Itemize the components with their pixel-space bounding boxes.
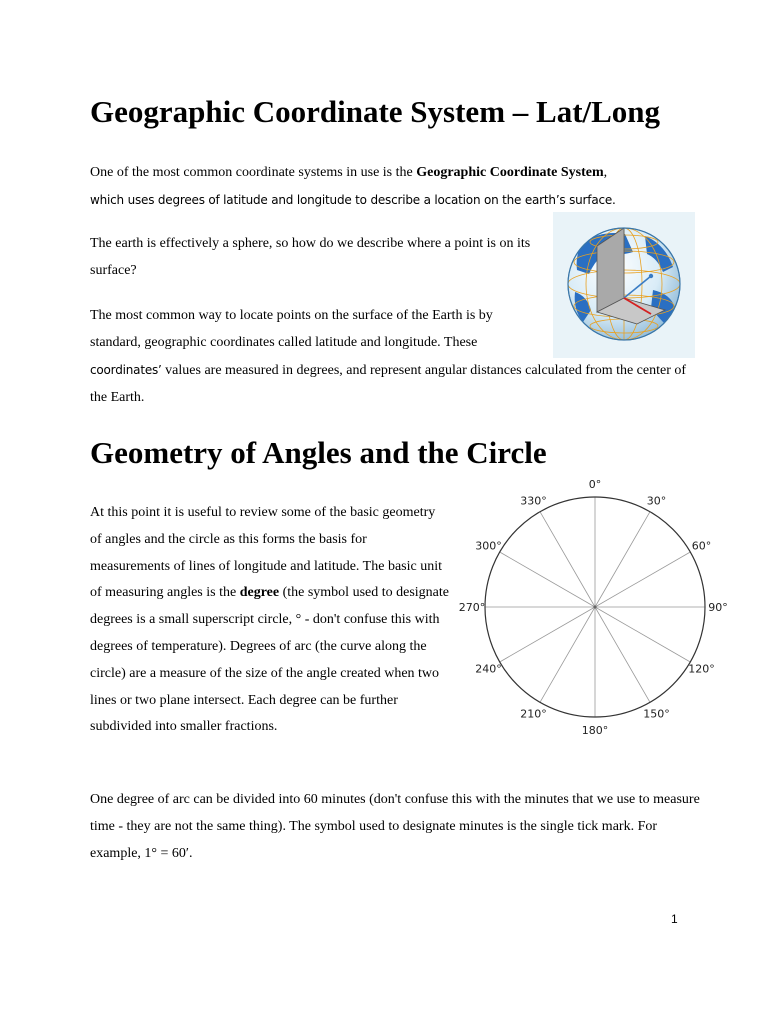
page-number: 1 [671,912,678,926]
degree-label: 120° [688,662,715,676]
globe-image [553,212,695,358]
circle-radial-lines [485,494,705,717]
degree-label: 180° [581,724,609,737]
radial-line [540,512,595,607]
s2p1-text-a: At this point it is useful to review some of the basic geometry of angles and the circle as this forms the basis for measurements of lines of longitude and latitude. The basic unit of measuring angles is the [90,505,442,601]
s2p1-text-b: (the symbol used to designate degrees is a small superscript circle, ° - don't confuse this with degrees of temperature). Degrees of arc (the curve along the circle) are a measure of the size of the angle created when two lines or two plane intersect. Each degree can be further subdivided into smaller fractions. [90,585,449,735]
p1-line2: which uses degrees of latitude and longitude to describe a location on the earth’s surface. [90,192,616,207]
section1-paragraph-3a: The most common way to locate points on the surface of the Earth is by standard, geographic coordinates called latitude and longitude. These [90,308,493,350]
section1-paragraph-1 [90,160,690,214]
section2-heading: Geometry of Angles and the Circle [90,435,547,470]
degree-circle-diagram [455,480,735,740]
degree-label: 150° [643,707,670,721]
degree-label: 90° [708,601,728,614]
section2-paragraph-1 [90,500,450,741]
section1-paragraph-3b [90,357,690,412]
section1-paragraph-2: The earth is effectively a sphere, so how do we describe where a point is on its surface? [90,236,531,278]
degree-label: 270° [458,601,486,614]
degree-label: 300° [475,539,502,553]
p1-comma: , [603,165,608,180]
degree-label: 240° [475,662,502,676]
radial-line [595,607,650,702]
p3-rest: values are measured in degrees, and represent angular distances calculated from the center of the Earth. [90,363,687,405]
globe-illustration [553,212,695,358]
radial-line [595,512,650,607]
circle-degree-labels [459,480,728,737]
degree-label: 60° [691,539,712,553]
p1-text: One of the most common coordinate systems in use is the [90,165,417,180]
p1-bold-term: Geographic Coordinate System [416,165,604,180]
s2p1-bold-term: degree [239,585,280,601]
p3-word: coordinates’ [90,363,162,377]
degree-label: 330° [520,494,547,508]
degree-label: 210° [520,707,547,721]
circle-center [594,606,597,609]
radial-line [500,607,595,662]
radial-line [540,607,595,702]
section1-heading: Geographic Coordinate System – Lat/Long [90,94,661,129]
radial-line [595,552,690,607]
section2-paragraph-2: One degree of arc can be divided into 60 minutes (don't confuse this with the minutes that we use to measure time - they are not the same thing). The symbol used to designate minutes is the single tick mark. For example, 1° = 60′. [90,792,700,861]
radial-line [500,552,595,607]
radial-line [595,607,690,662]
degree-label: 0° [588,480,602,491]
degree-label: 30° [646,494,667,508]
